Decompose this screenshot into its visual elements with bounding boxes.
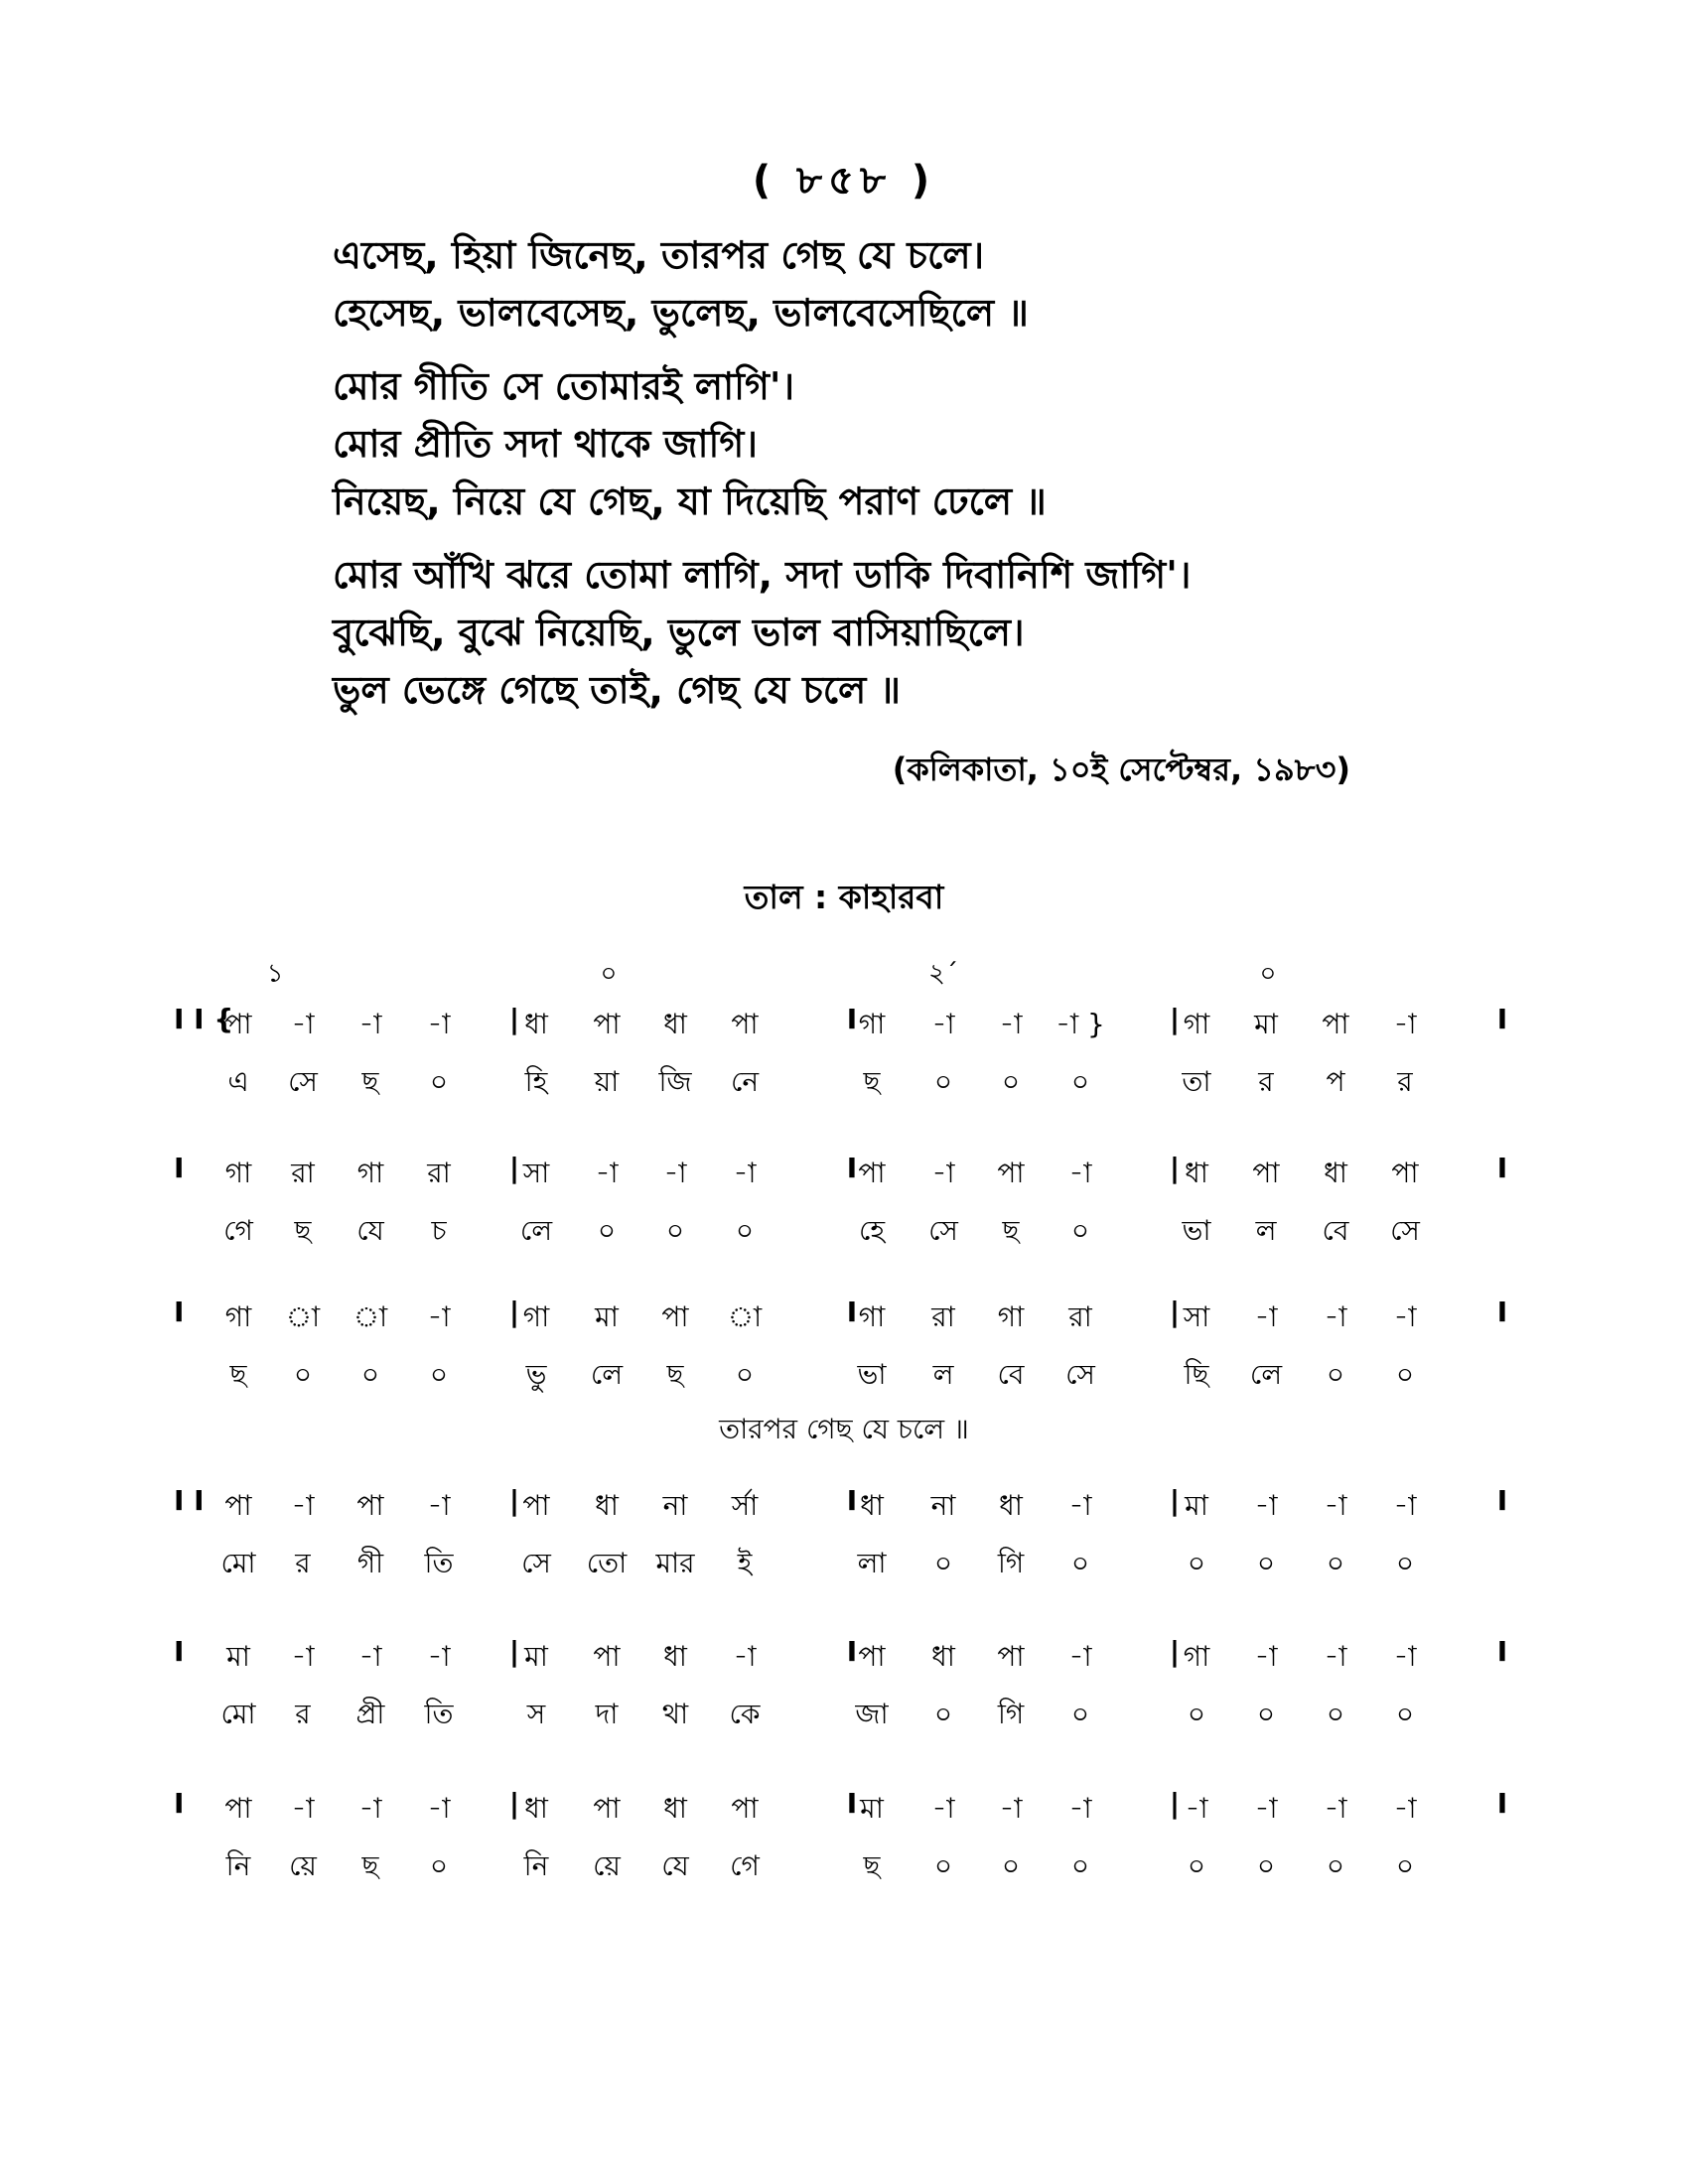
lyric-syllable: ০ xyxy=(1326,1547,1345,1579)
swara-note: মা xyxy=(1185,1489,1208,1522)
swara-note: পা xyxy=(224,1792,252,1825)
lyric-syllable: দা xyxy=(595,1698,619,1730)
lyric-syllable: ০ xyxy=(1070,1214,1090,1247)
lyric-syllable: ছ xyxy=(863,1849,881,1882)
swara-note: পা xyxy=(224,1489,252,1522)
swara-row xyxy=(0,1003,1688,1042)
lyric-syllable: প xyxy=(1326,1065,1345,1098)
bar-line: | xyxy=(1169,1484,1181,1517)
bani-row xyxy=(0,1693,1688,1732)
lyric-syllable: প্রী xyxy=(355,1698,385,1730)
row-start-bar: I xyxy=(174,1152,185,1184)
bar-line: | xyxy=(508,1296,520,1328)
swara-note: -া xyxy=(427,1008,451,1040)
lyric-syllable: ০ xyxy=(1256,1849,1276,1882)
swara-note: গা xyxy=(224,1157,252,1189)
lyric-syllable: লে xyxy=(590,1358,624,1391)
swara-note: -া xyxy=(733,1157,757,1189)
lyric-syllable: ০ xyxy=(597,1214,617,1247)
swara-note: র্সা xyxy=(731,1489,759,1522)
lyric-syllable: চ xyxy=(431,1214,447,1247)
lyric-syllable: জা xyxy=(855,1698,889,1730)
lyric-syllable: তি xyxy=(424,1547,454,1579)
lyric-syllable: ০ xyxy=(1256,1547,1276,1579)
lyric-syllable: ০ xyxy=(429,1065,449,1098)
lyric-line: মোর আঁখি ঝরে তোমা লাগি, সদা ডাকি দিবানিশি জাগি'। xyxy=(333,553,1192,597)
swara-note: -া xyxy=(1324,1640,1347,1673)
swara-note: -া xyxy=(595,1157,619,1189)
lyric-syllable: থা xyxy=(661,1698,689,1730)
bani-row xyxy=(0,1542,1688,1581)
swara-note: -া xyxy=(1324,1792,1347,1825)
swara-note: -া xyxy=(427,1489,451,1522)
swara-note: না xyxy=(930,1489,956,1522)
swara-note: ধা xyxy=(663,1792,687,1825)
swara-note: ধা xyxy=(595,1489,619,1522)
swara-note: -া xyxy=(733,1640,757,1673)
lyric-syllable: ০ xyxy=(1070,1698,1090,1730)
swara-note: গা xyxy=(997,1300,1025,1333)
lyric-line: ভুল ভেঙ্গে গেছে তাই, গেছ যে চলে ॥ xyxy=(333,668,902,712)
bani-row xyxy=(0,1844,1688,1884)
swara-note: গা xyxy=(1183,1008,1210,1040)
swara-note: পা xyxy=(522,1489,550,1522)
swara-note: -া xyxy=(358,1640,382,1673)
bar-line: I xyxy=(846,1635,858,1668)
swara-note: পা xyxy=(661,1300,689,1333)
lyric-syllable: কে xyxy=(729,1698,761,1730)
swara-note: ধা xyxy=(860,1489,884,1522)
swara-note: রা xyxy=(291,1157,315,1189)
lyric-syllable: ছ xyxy=(229,1358,247,1391)
lyric-syllable: বে xyxy=(1322,1214,1349,1247)
swara-note: সা xyxy=(522,1157,550,1189)
row-end-bar: I xyxy=(1496,1003,1508,1035)
lyric-syllable: ভা xyxy=(857,1358,887,1391)
lyric-syllable: ০ xyxy=(1070,1547,1090,1579)
lyric-syllable: ০ xyxy=(1326,1849,1345,1882)
swara-note: ধা xyxy=(999,1489,1023,1522)
swara-note: না xyxy=(662,1489,688,1522)
swara-note: -া xyxy=(1068,1792,1092,1825)
swara-note: মা xyxy=(524,1640,548,1673)
swara-note: -া xyxy=(931,1008,955,1040)
lyric-syllable: হি xyxy=(524,1065,548,1098)
swara-note: -া xyxy=(931,1792,955,1825)
swara-note: -া xyxy=(1393,1792,1417,1825)
lyric-syllable: য়ে xyxy=(289,1849,317,1882)
swara-note: পা xyxy=(1391,1157,1419,1189)
swara-note: -া xyxy=(291,1489,315,1522)
lyric-syllable: গি xyxy=(997,1698,1025,1730)
lyric-syllable: ০ xyxy=(429,1358,449,1391)
lyric-syllable: ০ xyxy=(1395,1698,1415,1730)
lyric-syllable: ০ xyxy=(735,1214,755,1247)
swara-note: সা xyxy=(1183,1300,1210,1333)
lyric-syllable: ভা xyxy=(1182,1214,1211,1247)
lyric-syllable: ০ xyxy=(1326,1698,1345,1730)
swara-note: পা xyxy=(731,1008,759,1040)
stanza xyxy=(333,546,1643,719)
swara-note: গা xyxy=(1183,1640,1210,1673)
bar-line: | xyxy=(1169,1635,1181,1668)
swara-note: -া xyxy=(1068,1157,1092,1189)
swara-note: -া xyxy=(1324,1489,1347,1522)
beat-marker: ০ xyxy=(1259,959,1277,989)
row-end-bar: I xyxy=(1496,1787,1508,1820)
lyric-syllable: ০ xyxy=(1070,1849,1090,1882)
lyric-syllable: ছ xyxy=(1002,1214,1020,1247)
swara-note: ধা xyxy=(931,1640,955,1673)
bar-line: | xyxy=(1169,1787,1181,1820)
swara-note: গা xyxy=(224,1300,252,1333)
lyric-syllable: ০ xyxy=(1395,1547,1415,1579)
swara-note: -া xyxy=(1393,1300,1417,1333)
bar-line: I xyxy=(846,1787,858,1820)
swara-note: -া xyxy=(1393,1489,1417,1522)
swara-note: রা xyxy=(931,1300,955,1333)
bar-line: | xyxy=(508,1003,520,1035)
lyric-syllable: ০ xyxy=(735,1358,755,1391)
swara-note: -া xyxy=(1254,1640,1278,1673)
lyric-syllable: হে xyxy=(858,1214,886,1247)
lyric-syllable: লে xyxy=(1249,1358,1283,1391)
swara-note: পা xyxy=(858,1157,886,1189)
swara-note: -া xyxy=(427,1640,451,1673)
swara-note: পা xyxy=(997,1157,1025,1189)
swara-note: -া xyxy=(358,1008,382,1040)
lyric-syllable: সে xyxy=(1390,1214,1420,1247)
bar-line: | xyxy=(508,1635,520,1668)
swara-note: পা xyxy=(593,1640,621,1673)
swara-note: মা xyxy=(1254,1008,1278,1040)
swara-note: া xyxy=(727,1300,763,1333)
swara-note: গা xyxy=(858,1300,886,1333)
lyric-syllable: ০ xyxy=(1070,1065,1090,1098)
lyric-syllable: ০ xyxy=(933,1849,953,1882)
bar-line: | xyxy=(1169,1296,1181,1328)
bani-row xyxy=(0,1060,1688,1100)
swara-row xyxy=(0,1296,1688,1335)
swara-note: -া xyxy=(1068,1640,1092,1673)
bar-line: | xyxy=(508,1484,520,1517)
lyric-syllable: নি xyxy=(523,1849,549,1882)
lyric-syllable: র xyxy=(1258,1065,1274,1098)
lyric-syllable: মার xyxy=(655,1547,695,1579)
swara-note: ধা xyxy=(524,1008,548,1040)
swara-note: পা xyxy=(858,1640,886,1673)
lyric-syllable: র xyxy=(1397,1065,1413,1098)
swara-note: পা xyxy=(731,1792,759,1825)
lyric-syllable: জি xyxy=(658,1065,692,1098)
swara-note: -া xyxy=(1254,1489,1278,1522)
row-start-bar: I xyxy=(174,1635,185,1668)
beat-marker: ২´ xyxy=(928,959,958,989)
row-start-bar: I I { xyxy=(174,1003,234,1035)
lyric-line: এসেছ, হিয়া জিনেছ, তারপর গেছ যে চলে। xyxy=(333,233,985,277)
swara-note: মা xyxy=(595,1300,619,1333)
swara-note: পা xyxy=(356,1489,384,1522)
swara-row xyxy=(0,1787,1688,1827)
swara-note: মা xyxy=(226,1640,250,1673)
bar-line: I xyxy=(846,1296,858,1328)
lyric-syllable: ছি xyxy=(1184,1358,1209,1391)
lyric-line: মোর গীতি সে তোমারই লাগি'। xyxy=(333,364,795,408)
bar-line: I xyxy=(846,1003,858,1035)
lyric-syllable: সে xyxy=(928,1214,958,1247)
lyric-syllable: ল xyxy=(1255,1214,1277,1247)
page-number: ( ৮৫৮ ) xyxy=(752,158,936,204)
lyric-syllable: এ xyxy=(227,1065,249,1098)
lyric-syllable: তো xyxy=(586,1547,628,1579)
lyric-syllable: ০ xyxy=(1395,1849,1415,1882)
swara-note: ধা xyxy=(663,1640,687,1673)
lyric-syllable: ০ xyxy=(933,1698,953,1730)
lyric-syllable: ০ xyxy=(1001,1065,1021,1098)
swara-note: -া xyxy=(1068,1489,1092,1522)
lyric-syllable: ল xyxy=(932,1358,954,1391)
swara-note: -া xyxy=(291,1792,315,1825)
lyric-syllable: ০ xyxy=(1187,1849,1206,1882)
lyric-line: নিয়েছ, নিয়ে যে গেছ, যা দিয়েছি পরাণ ঢেলে ॥ xyxy=(333,479,1047,523)
lyric-syllable: ০ xyxy=(933,1547,953,1579)
swara-note: া xyxy=(285,1300,321,1333)
swara-note: গা xyxy=(356,1157,384,1189)
row-start-bar: I xyxy=(174,1787,185,1820)
lyric-syllable: নে xyxy=(730,1065,760,1098)
bar-line: | xyxy=(508,1787,520,1820)
swara-note: -া xyxy=(291,1008,315,1040)
swara-note: পা xyxy=(593,1792,621,1825)
beat-markers xyxy=(0,953,1688,993)
swara-note: -া xyxy=(1254,1300,1278,1333)
swara-note: ধা xyxy=(524,1792,548,1825)
swara-note: পা xyxy=(224,1008,252,1040)
swara-row xyxy=(0,1635,1688,1675)
swara-note: -া xyxy=(1185,1792,1208,1825)
date-place-footnote: (কলিকাতা, ১০ই সেপ্টেম্বর, ১৯৮৩) xyxy=(892,751,1350,788)
lyric-syllable: গি xyxy=(997,1547,1025,1579)
swara-note: -া xyxy=(1393,1008,1417,1040)
bani-row xyxy=(0,1353,1688,1393)
lyric-syllable: ০ xyxy=(665,1214,685,1247)
beat-marker: ০ xyxy=(600,959,618,989)
stanza xyxy=(333,357,1643,530)
lyric-syllable: সে xyxy=(1065,1358,1095,1391)
lyric-syllable: ছ xyxy=(863,1065,881,1098)
lyric-syllable: ০ xyxy=(1187,1698,1206,1730)
swara-note: গা xyxy=(858,1008,886,1040)
row-start-bar: I xyxy=(174,1296,185,1328)
swara-note: ধা xyxy=(1185,1157,1208,1189)
swara-note: -া xyxy=(291,1640,315,1673)
swara-note: পা xyxy=(1252,1157,1280,1189)
bar-line: I xyxy=(846,1484,858,1517)
swara-note: -া xyxy=(427,1300,451,1333)
swara-row xyxy=(0,1484,1688,1524)
swara-note: গা xyxy=(522,1300,550,1333)
swara-row xyxy=(0,1152,1688,1191)
lyric-syllable: র xyxy=(295,1698,311,1730)
lyric-syllable: ০ xyxy=(933,1065,953,1098)
row-start-bar: I I xyxy=(174,1484,205,1517)
lyric-syllable: মো xyxy=(220,1698,256,1730)
row-end-bar: I xyxy=(1496,1152,1508,1184)
lyric-syllable: গে xyxy=(730,1849,760,1882)
stanza xyxy=(333,226,1643,341)
lyric-syllable: ০ xyxy=(429,1849,449,1882)
beat-marker: ১ xyxy=(266,959,284,989)
bar-line: | xyxy=(508,1152,520,1184)
lyric-syllable: ছ xyxy=(361,1065,379,1098)
row-end-bar: I xyxy=(1496,1296,1508,1328)
swara-note: পা xyxy=(593,1008,621,1040)
swara-note: পা xyxy=(1322,1008,1349,1040)
swara-note: ধা xyxy=(1324,1157,1347,1189)
lyric-syllable: তা xyxy=(1182,1065,1211,1098)
lyric-syllable: র xyxy=(295,1547,311,1579)
tala-heading: তাল : কাহারবা xyxy=(744,878,944,916)
swara-note: পা xyxy=(997,1640,1025,1673)
lyric-syllable: ই xyxy=(737,1547,753,1579)
lyric-syllable: বে xyxy=(997,1358,1025,1391)
lyric-syllable: ০ xyxy=(1256,1698,1276,1730)
lyric-syllable: যে xyxy=(356,1214,384,1247)
lyric-syllable: লা xyxy=(857,1547,887,1579)
lyric-syllable: ০ xyxy=(1187,1547,1206,1579)
swara-note: রা xyxy=(1068,1300,1092,1333)
lyric-syllable: মো xyxy=(220,1547,256,1579)
lyric-syllable: ভু xyxy=(525,1358,547,1391)
lyric-syllable: লে xyxy=(519,1214,553,1247)
swara-note: -া xyxy=(1393,1640,1417,1673)
lyric-line: মোর প্রীতি সদা থাকে জাগি। xyxy=(333,422,758,466)
lyric-syllable: ছ xyxy=(361,1849,379,1882)
swara-note: -া xyxy=(999,1008,1023,1040)
lyric-syllable: গী xyxy=(356,1547,384,1579)
refrain-note: তারপর গেছ যে চলে ॥ xyxy=(719,1413,969,1445)
bar-line: | xyxy=(1169,1003,1181,1035)
swara-note: ধা xyxy=(663,1008,687,1040)
lyric-syllable: গে xyxy=(223,1214,253,1247)
bar-line: I xyxy=(846,1152,858,1184)
swara-note: -া xyxy=(999,1792,1023,1825)
swara-note: -া xyxy=(663,1157,687,1189)
lyric-syllable: নি xyxy=(225,1849,251,1882)
lyric-line: হেসেছ, ভালবেসেছ, ভুলেছ, ভালবেসেছিলে ॥ xyxy=(333,291,1029,335)
lyric-syllable: তি xyxy=(424,1698,454,1730)
swara-note: -া xyxy=(931,1157,955,1189)
lyric-syllable: ছ xyxy=(294,1214,312,1247)
swara-note: -া xyxy=(1324,1300,1347,1333)
lyric-syllable: য়ে xyxy=(593,1849,621,1882)
lyric-syllable: ০ xyxy=(360,1358,380,1391)
swara-note: -া xyxy=(1254,1792,1278,1825)
row-end-bar: I xyxy=(1496,1635,1508,1668)
lyric-line: বুঝেছি, বুঝে নিয়েছি, ভুলে ভাল বাসিয়াছিলে। xyxy=(333,611,1025,654)
row-end-bar: I xyxy=(1496,1484,1508,1517)
lyric-syllable: স xyxy=(526,1698,546,1730)
swara-note: মা xyxy=(860,1792,884,1825)
swara-note: -া xyxy=(427,1792,451,1825)
lyric-syllable: ০ xyxy=(1395,1358,1415,1391)
lyric-syllable: ০ xyxy=(1001,1849,1021,1882)
swara-note: া xyxy=(352,1300,388,1333)
bani-row xyxy=(0,1209,1688,1249)
lyric-syllable: ০ xyxy=(293,1358,313,1391)
bar-line: | xyxy=(1169,1152,1181,1184)
lyric-syllable: য়া xyxy=(594,1065,620,1098)
lyric-syllable: সে xyxy=(521,1547,551,1579)
lyric-syllable: ০ xyxy=(1326,1358,1345,1391)
lyric-syllable: সে xyxy=(288,1065,318,1098)
swara-note: -া xyxy=(358,1792,382,1825)
lyric-syllable: যে xyxy=(661,1849,689,1882)
swara-note: -া } xyxy=(1055,1008,1105,1040)
swara-note: রা xyxy=(427,1157,451,1189)
lyric-syllable: ছ xyxy=(666,1358,684,1391)
